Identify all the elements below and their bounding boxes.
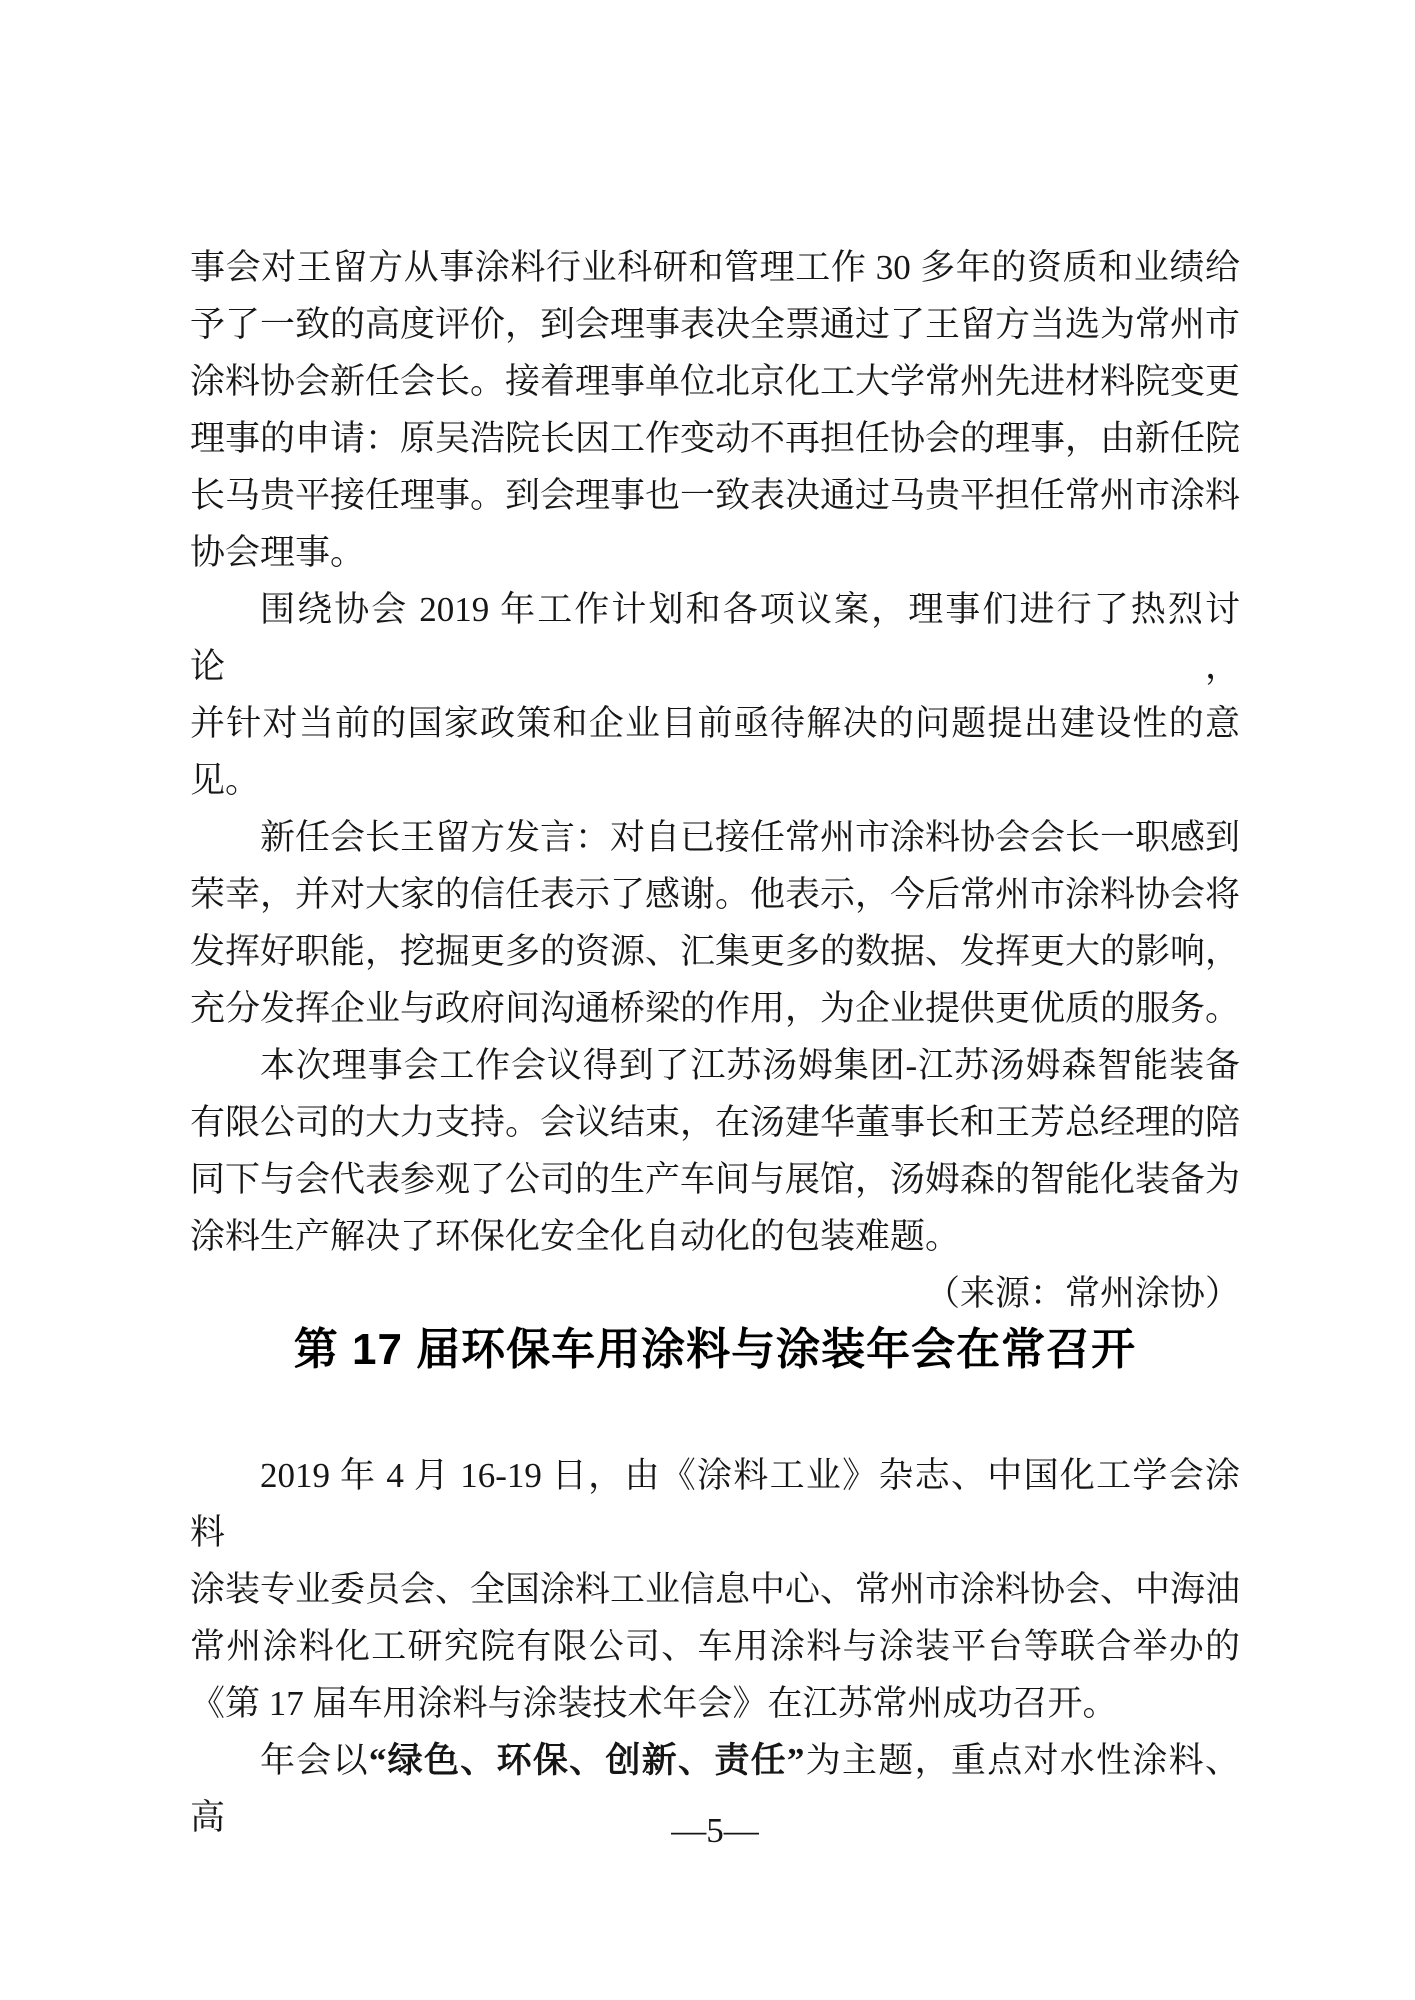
text-line: 理事的申请：原吴浩院长因工作变动不再担任协会的理事，由新任院 xyxy=(190,419,1241,458)
page-number: —5— xyxy=(671,1811,759,1850)
text-line: 协会理事。 xyxy=(190,533,366,572)
text-line: 予了一致的高度评价，到会理事表决全票通过了王留方当选为常州市 xyxy=(190,305,1241,344)
text-line: 并针对当前的国家政策和企业目前亟待解决的问题提出建设性的意 xyxy=(190,704,1240,743)
text-line: 涂料生产解决了环保化安全化自动化的包装难题。 xyxy=(190,1217,961,1256)
source-line: （来源：常州涂协） xyxy=(924,1274,1240,1313)
theme-sentence-prefix: 年会以 xyxy=(260,1741,369,1780)
text-line: 围绕协会 2019 年工作计划和各项议案，理事们进行了热烈讨论， xyxy=(190,590,1240,686)
text-line: 荣幸，并对大家的信任表示了感谢。他表示，今后常州市涂料协会将 xyxy=(190,875,1241,914)
text-line: 2019 年 4 月 16-19 日，由《涂料工业》杂志、中国化工学会涂料 xyxy=(190,1456,1240,1552)
article-body xyxy=(190,1447,1240,1846)
text-line: 有限公司的大力支持。会议结束，在汤建华董事长和王芳总经理的陪 xyxy=(190,1103,1241,1142)
text-line: 新任会长王留方发言：对自已接任常州市涂料协会会长一职感到 xyxy=(260,818,1241,857)
text-line: 常州涂料化工研究院有限公司、车用涂料与涂装平台等联合举办的 xyxy=(190,1627,1240,1666)
theme-sentence-suffix: 为主题，重点对水性涂料、高 xyxy=(190,1741,1240,1837)
theme-keywords: “绿色、环保、创新、责任” xyxy=(368,1741,805,1780)
text-line: 充分发挥企业与政府间沟通桥梁的作用，为企业提供更优质的服务。 xyxy=(190,989,1241,1028)
article-continuation xyxy=(190,239,1240,1322)
text-line: 见。 xyxy=(190,761,261,800)
text-line: 本次理事会工作会议得到了江苏汤姆集团-江苏汤姆森智能装备 xyxy=(260,1046,1240,1085)
text-line: 《第 17 届车用涂料与涂装技术年会》在江苏常州成功召开。 xyxy=(190,1684,1118,1723)
text-line: 涂料协会新任会长。接着理事单位北京化工大学常州先进材料院变更 xyxy=(190,362,1241,401)
article-title: 第 17 届环保车用涂料与涂装年会在常召开 xyxy=(293,1325,1137,1374)
text-line: 事会对王留方从事涂料行业科研和管理工作 30 多年的资质和业绩给 xyxy=(190,248,1240,287)
text-line: 发挥好职能，挖掘更多的资源、汇集更多的数据、发挥更大的影响， xyxy=(190,932,1241,971)
text-line: 长马贵平接任理事。到会理事也一致表决通过马贵平担任常州市涂料 xyxy=(190,476,1241,515)
text-line: 同下与会代表参观了公司的生产车间与展馆，汤姆森的智能化装备为 xyxy=(190,1160,1241,1199)
text-line: 涂装专业委员会、全国涂料工业信息中心、常州市涂料协会、中海油 xyxy=(190,1570,1241,1609)
